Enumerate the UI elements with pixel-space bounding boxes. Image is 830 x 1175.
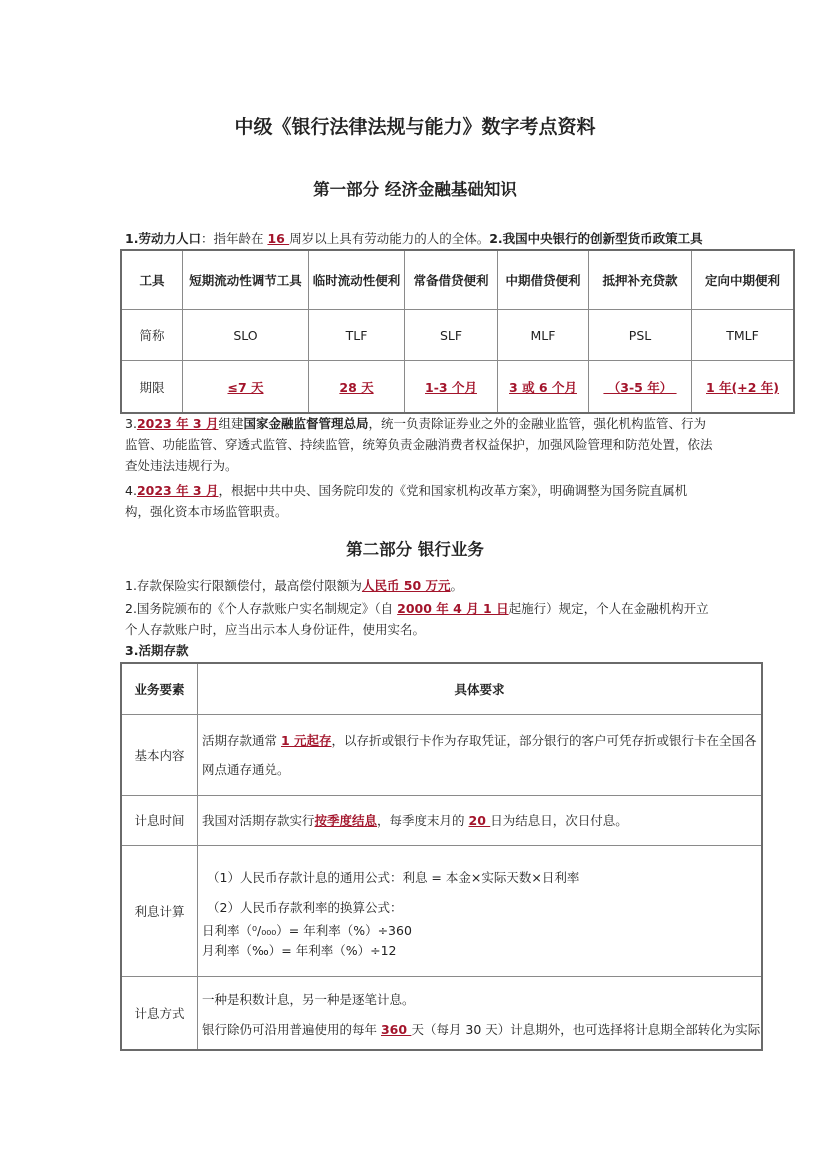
p2-item2 xyxy=(125,598,710,640)
table-cell xyxy=(198,845,763,976)
item1-pre: 指年龄在 xyxy=(213,231,268,246)
time-post: 日为结息日，次日付息。 xyxy=(490,813,628,828)
table-cell: 计息时间 xyxy=(121,795,198,845)
p2-item3-label: 3.活期存款 xyxy=(125,643,189,658)
p2-item1-amount: 人民币 50 万元 xyxy=(361,578,451,593)
item1-label: 1.劳动力人口 xyxy=(125,231,201,246)
table-cell: 简称 xyxy=(121,310,183,361)
item4-text: ，根据中共中央、国务院印发的《党和国家机构改革方案》，明确调整为国务院直属机构，强化资本市场监管职责。 xyxy=(125,483,688,519)
calc-line: （1）人民币存款计息的通用公式：利息 = 本金×实际天数×日利率 xyxy=(207,869,580,885)
table-cell: SLO xyxy=(183,310,309,361)
table-row xyxy=(121,310,794,361)
p2-item1-post: 。 xyxy=(450,578,464,593)
calc-line: （2）人民币存款利率的换算公式： xyxy=(207,899,403,915)
item1-sep: ： xyxy=(200,231,214,246)
basic-pre: 活期存款通常 xyxy=(202,732,281,748)
basic-content xyxy=(202,726,761,784)
p2-item1 xyxy=(125,575,725,596)
table-cell: 期限 xyxy=(121,361,183,414)
table-cell: 1 年(+2 年) xyxy=(692,361,795,414)
table-cell: 业务要素 xyxy=(121,663,198,714)
table-cell: 临时流动性便利 xyxy=(309,250,405,310)
basic-post: ，以存折或银行卡作为存取凭证，部分银行的客户可凭存折或银行卡在全国各网点通存通兑。 xyxy=(202,732,757,777)
table-cell: 28 天 xyxy=(309,361,405,414)
time-pre: 我国对活期存款实行 xyxy=(202,813,315,828)
method-line xyxy=(202,1017,761,1043)
table-cell xyxy=(198,714,763,795)
item1-line xyxy=(125,228,745,249)
table-cell: TLF xyxy=(309,310,405,361)
item4-num: 4. xyxy=(125,483,137,498)
p2-item2-date: 2000 年 4 月 1 日 xyxy=(397,601,509,616)
p2-item1-pre: 1.存款保险实行限额偿付，最高偿付限额为 xyxy=(125,578,362,593)
table-cell: 常备借贷便利 xyxy=(405,250,498,310)
item3-text: ，统一负责除证券业之外的金融业监管，强化机构监管、行为监管、功能监管、穿透式监管、持续监管，统筹负责金融消费者权益保护，加强风险管理和防范处置，依法查处违法违规行为。 xyxy=(125,416,713,473)
table-row xyxy=(121,714,762,795)
table-header-row xyxy=(121,663,762,714)
table-cell xyxy=(198,795,763,845)
table-cell: ≤7 天 xyxy=(183,361,309,414)
calc-line: 日利率（⁰/₀₀₀）= 年利率（%）÷360 xyxy=(202,922,412,938)
item1-age: 16 xyxy=(267,231,290,246)
item4-date: 2023 年 3 月 xyxy=(136,483,219,498)
p2-item2-post: 起施行）规定，个人在金融机构开立个人存款账户时，应当出示本人身份证件，使用实名。 xyxy=(125,601,709,637)
table-row xyxy=(121,361,794,414)
method-line: 一种是积数计息，另一种是逐笔计息。 xyxy=(202,991,415,1007)
table-cell: 计息方式 xyxy=(121,976,198,1050)
time-hl1: 按季度结息 xyxy=(314,813,378,828)
table-cell: 抵押补充贷款 xyxy=(589,250,692,310)
item3-verb: 组建 xyxy=(218,416,244,431)
table-cell: 具体要求 xyxy=(198,663,763,714)
policy-tools-table xyxy=(120,249,795,414)
table-cell: PSL xyxy=(589,310,692,361)
table-cell: MLF xyxy=(498,310,589,361)
item3-paragraph xyxy=(125,413,715,476)
item3-org: 国家金融监督管理总局 xyxy=(243,416,369,431)
table-row xyxy=(121,795,762,845)
table-cell: 3 或 6 个月 xyxy=(498,361,589,414)
calc-line: 月利率（‰）= 年利率（%）÷12 xyxy=(202,942,397,958)
item3-date: 2023 年 3 月 xyxy=(136,416,219,431)
time-hl2: 20 xyxy=(468,813,491,828)
table-cell xyxy=(198,976,763,1050)
table-cell: 工具 xyxy=(121,250,183,310)
method-pre: 银行除仍可沿用普遍使用的每年 xyxy=(202,1021,381,1037)
document-title: 中级《银行法律法规与能力》数字考点资料 xyxy=(234,116,596,138)
table-cell: 中期借贷便利 xyxy=(498,250,589,310)
item4-paragraph xyxy=(125,480,710,522)
demand-deposit-table xyxy=(120,662,763,1051)
item1-post: 周岁以上具有劳动能力的人的全体。 xyxy=(289,231,490,246)
basic-hl: 1 元起存 xyxy=(280,732,332,748)
table-cell: TMLF xyxy=(692,310,795,361)
part2-heading: 第二部分 银行业务 xyxy=(346,540,484,559)
time-mid: ，每季度末月的 xyxy=(377,813,469,828)
table-cell: 利息计算 xyxy=(121,845,198,976)
table-cell: 短期流动性调节工具 xyxy=(183,250,309,310)
item3-num: 3. xyxy=(125,416,137,431)
table-header-row xyxy=(121,250,794,310)
table-cell: 基本内容 xyxy=(121,714,198,795)
part1-heading: 第一部分 经济金融基础知识 xyxy=(313,180,517,199)
table-cell: 定向中期便利 xyxy=(692,250,795,310)
table-row xyxy=(121,976,762,1050)
method-post: 天（每月 30 天）计息期外，也可选择将计息期全部转化为实际 xyxy=(411,1021,761,1037)
table-cell: （3-5 年） xyxy=(589,361,692,414)
method-hl: 360 xyxy=(380,1021,412,1037)
p2-item2-pre: 2.国务院颁布的《个人存款账户实名制规定》（自 xyxy=(125,601,398,616)
item2-label: 2.我国中央银行的创新型货币政策工具 xyxy=(489,231,703,246)
table-row xyxy=(121,845,762,976)
table-cell: SLF xyxy=(405,310,498,361)
table-cell: 1-3 个月 xyxy=(405,361,498,414)
